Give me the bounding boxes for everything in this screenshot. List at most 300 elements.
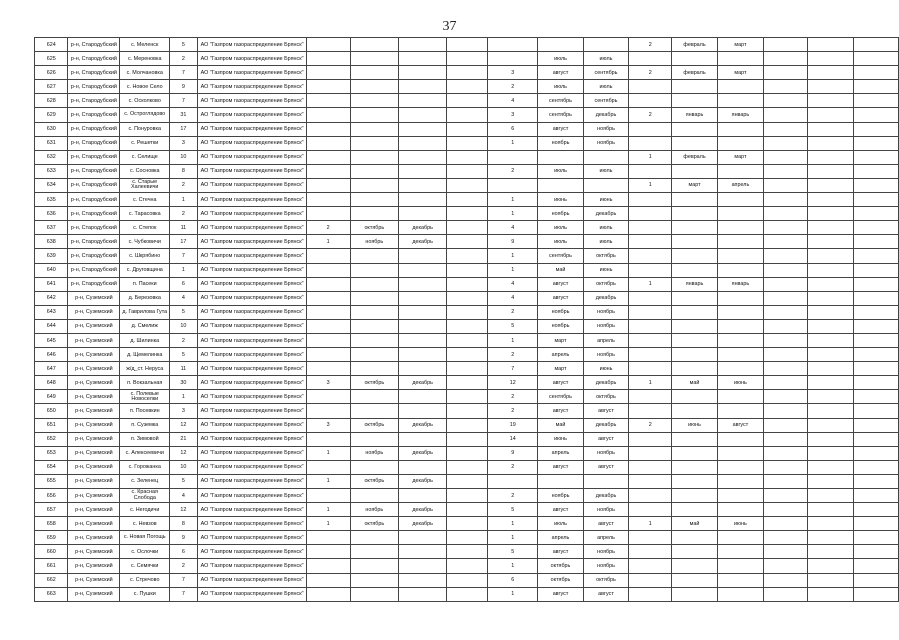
cell-organization: АО "Газпром газораспределение Брянск"	[197, 460, 306, 474]
cell-col-c-qty	[488, 150, 538, 164]
cell-organization: АО "Газпром газораспределение Брянск"	[197, 503, 306, 517]
cell-settlement: с. Ослочки	[120, 545, 170, 559]
cell-col-a-start	[350, 531, 398, 545]
cell-col-d-end	[717, 404, 763, 418]
cell-col-c-start: март	[538, 333, 583, 347]
cell-col-g	[853, 52, 898, 66]
cell-count: 5	[170, 348, 198, 362]
cell-col-d-qty	[629, 404, 672, 418]
cell-col-f	[808, 305, 854, 319]
cell-district: р-н, Стародубский	[68, 66, 120, 80]
cell-col-d-start	[672, 263, 717, 277]
cell-col-d-start	[672, 404, 717, 418]
cell-col-c-qty: 2	[488, 489, 538, 503]
cell-count: 11	[170, 221, 198, 235]
cell-col-g	[853, 573, 898, 587]
cell-settlement: с. Сосновка	[120, 164, 170, 178]
cell-col-b	[447, 150, 488, 164]
cell-col-c-qty: 1	[488, 531, 538, 545]
cell-organization: АО "Газпром газораспределение Брянск"	[197, 305, 306, 319]
cell-row-number: 644	[35, 319, 68, 333]
cell-col-e	[764, 319, 808, 333]
cell-organization: АО "Газпром газораспределение Брянск"	[197, 474, 306, 488]
cell-count: 1	[170, 263, 198, 277]
cell-district: р-н, Стародубский	[68, 108, 120, 122]
cell-col-a-start	[350, 305, 398, 319]
cell-col-a-end	[398, 404, 446, 418]
table-row	[35, 390, 899, 404]
cell-col-c-end: декабрь	[583, 489, 628, 503]
cell-row-number: 661	[35, 559, 68, 573]
cell-district: р-н, Стародубский	[68, 80, 120, 94]
cell-col-c-qty: 3	[488, 108, 538, 122]
cell-col-e	[764, 235, 808, 249]
cell-col-a-end	[398, 263, 446, 277]
cell-count: 1	[170, 193, 198, 207]
table-row	[35, 418, 899, 432]
cell-col-f	[808, 418, 854, 432]
cell-district: р-н, Суземский	[68, 348, 120, 362]
cell-settlement: п. Посевкин	[120, 404, 170, 418]
cell-col-g	[853, 362, 898, 376]
cell-col-c-end	[583, 38, 628, 52]
cell-col-c-start	[538, 38, 583, 52]
table-row	[35, 587, 899, 601]
cell-col-d-end	[717, 193, 763, 207]
cell-col-a-qty: 2	[306, 221, 350, 235]
cell-col-f	[808, 235, 854, 249]
cell-col-f	[808, 249, 854, 263]
cell-row-number: 660	[35, 545, 68, 559]
cell-col-d-qty: 2	[629, 66, 672, 80]
cell-col-g	[853, 587, 898, 601]
cell-col-c-start: август	[538, 587, 583, 601]
cell-col-a-start	[350, 489, 398, 503]
cell-row-number: 638	[35, 235, 68, 249]
cell-col-e	[764, 333, 808, 347]
cell-col-g	[853, 460, 898, 474]
cell-col-a-end: декабрь	[398, 474, 446, 488]
cell-settlement: д. Щемелинка	[120, 348, 170, 362]
cell-row-number: 653	[35, 446, 68, 460]
cell-col-g	[853, 390, 898, 404]
cell-col-e	[764, 404, 808, 418]
cell-district: р-н, Суземский	[68, 474, 120, 488]
cell-col-d-start	[672, 52, 717, 66]
cell-row-number: 650	[35, 404, 68, 418]
cell-col-d-qty	[629, 432, 672, 446]
cell-col-a-qty	[306, 136, 350, 150]
cell-col-e	[764, 573, 808, 587]
cell-col-d-end	[717, 80, 763, 94]
cell-col-g	[853, 432, 898, 446]
cell-col-b	[447, 235, 488, 249]
cell-col-d-end: март	[717, 38, 763, 52]
table-row	[35, 545, 899, 559]
cell-count: 10	[170, 460, 198, 474]
cell-district: р-н, Суземский	[68, 404, 120, 418]
cell-col-a-qty	[306, 531, 350, 545]
cell-col-a-qty	[306, 432, 350, 446]
cell-organization: АО "Газпром газораспределение Брянск"	[197, 38, 306, 52]
cell-settlement: с. Новое Село	[120, 80, 170, 94]
cell-col-c-start: июль	[538, 164, 583, 178]
cell-col-g	[853, 517, 898, 531]
table-row	[35, 362, 899, 376]
cell-col-a-end	[398, 390, 446, 404]
cell-col-a-qty	[306, 178, 350, 192]
cell-col-g	[853, 404, 898, 418]
cell-col-c-end: август	[583, 517, 628, 531]
cell-settlement: п. Пасеки	[120, 277, 170, 291]
table-row	[35, 305, 899, 319]
cell-col-d-end	[717, 164, 763, 178]
cell-col-f	[808, 446, 854, 460]
cell-col-c-end: ноябрь	[583, 305, 628, 319]
table-row	[35, 474, 899, 488]
cell-col-a-end	[398, 432, 446, 446]
cell-col-f	[808, 573, 854, 587]
cell-col-a-qty: 1	[306, 446, 350, 460]
cell-col-a-end	[398, 122, 446, 136]
cell-col-a-qty: 1	[306, 235, 350, 249]
table-row	[35, 249, 899, 263]
cell-col-d-end	[717, 263, 763, 277]
cell-col-c-end	[583, 474, 628, 488]
cell-col-c-end: июль	[583, 80, 628, 94]
cell-col-c-qty: 2	[488, 305, 538, 319]
cell-row-number: 658	[35, 517, 68, 531]
cell-col-d-end: апрель	[717, 178, 763, 192]
cell-col-e	[764, 305, 808, 319]
cell-count: 6	[170, 545, 198, 559]
cell-col-a-qty	[306, 305, 350, 319]
table-row	[35, 193, 899, 207]
cell-row-number: 630	[35, 122, 68, 136]
cell-col-a-start	[350, 460, 398, 474]
cell-col-a-qty: 3	[306, 376, 350, 390]
cell-col-a-qty	[306, 150, 350, 164]
cell-settlement: с. Красная Слобода	[120, 489, 170, 503]
cell-col-b	[447, 249, 488, 263]
cell-organization: АО "Газпром газораспределение Брянск"	[197, 122, 306, 136]
cell-row-number: 633	[35, 164, 68, 178]
cell-col-g	[853, 559, 898, 573]
cell-col-e	[764, 517, 808, 531]
cell-col-g	[853, 108, 898, 122]
cell-organization: АО "Газпром газораспределение Брянск"	[197, 559, 306, 573]
cell-col-c-start: июль	[538, 235, 583, 249]
cell-col-a-qty	[306, 263, 350, 277]
table-row	[35, 66, 899, 80]
table-row	[35, 207, 899, 221]
cell-col-d-start: февраль	[672, 66, 717, 80]
cell-col-b	[447, 446, 488, 460]
cell-col-c-start: сентябрь	[538, 94, 583, 108]
cell-col-g	[853, 66, 898, 80]
cell-col-a-end	[398, 559, 446, 573]
cell-col-d-qty	[629, 573, 672, 587]
cell-row-number: 627	[35, 80, 68, 94]
cell-col-g	[853, 235, 898, 249]
cell-count: 1	[170, 390, 198, 404]
cell-settlement: с. Негодичи	[120, 503, 170, 517]
cell-district: р-н, Суземский	[68, 587, 120, 601]
cell-col-c-start	[538, 474, 583, 488]
cell-col-c-start: июнь	[538, 193, 583, 207]
cell-col-c-start: август	[538, 376, 583, 390]
cell-col-e	[764, 559, 808, 573]
cell-settlement: с. Решетки	[120, 136, 170, 150]
cell-count: 8	[170, 517, 198, 531]
cell-col-a-qty: 3	[306, 418, 350, 432]
cell-col-e	[764, 587, 808, 601]
cell-col-c-qty: 19	[488, 418, 538, 432]
cell-row-number: 628	[35, 94, 68, 108]
cell-col-g	[853, 333, 898, 347]
cell-col-g	[853, 221, 898, 235]
cell-row-number: 642	[35, 291, 68, 305]
cell-col-d-qty	[629, 503, 672, 517]
cell-col-b	[447, 503, 488, 517]
cell-col-c-qty: 4	[488, 94, 538, 108]
table-row	[35, 559, 899, 573]
cell-row-number: 624	[35, 38, 68, 52]
cell-col-a-start: октябрь	[350, 517, 398, 531]
cell-count: 10	[170, 150, 198, 164]
cell-col-g	[853, 193, 898, 207]
cell-col-b	[447, 418, 488, 432]
cell-col-a-end: декабрь	[398, 376, 446, 390]
cell-col-d-qty	[629, 207, 672, 221]
cell-row-number: 645	[35, 333, 68, 347]
table-row	[35, 291, 899, 305]
cell-col-e	[764, 38, 808, 52]
cell-col-c-end: июнь	[583, 362, 628, 376]
cell-col-c-start: апрель	[538, 531, 583, 545]
cell-col-f	[808, 80, 854, 94]
cell-settlement: п. Суземка	[120, 418, 170, 432]
cell-col-c-end: август	[583, 404, 628, 418]
cell-col-c-qty: 1	[488, 263, 538, 277]
cell-count: 7	[170, 94, 198, 108]
cell-row-number: 657	[35, 503, 68, 517]
cell-row-number: 662	[35, 573, 68, 587]
cell-col-f	[808, 517, 854, 531]
cell-settlement: с. Зеленец	[120, 474, 170, 488]
cell-col-c-end: октябрь	[583, 390, 628, 404]
cell-col-g	[853, 503, 898, 517]
cell-district: р-н, Стародубский	[68, 136, 120, 150]
cell-col-d-start	[672, 390, 717, 404]
cell-settlement: с. Осколково	[120, 94, 170, 108]
cell-col-a-end	[398, 249, 446, 263]
cell-col-c-start	[538, 178, 583, 192]
cell-col-g	[853, 277, 898, 291]
cell-col-a-qty	[306, 164, 350, 178]
cell-col-d-end	[717, 489, 763, 503]
cell-col-f	[808, 489, 854, 503]
cell-district: р-н, Суземский	[68, 503, 120, 517]
cell-organization: АО "Газпром газораспределение Брянск"	[197, 376, 306, 390]
cell-col-a-end	[398, 52, 446, 66]
cell-row-number: 625	[35, 52, 68, 66]
cell-organization: АО "Газпром газораспределение Брянск"	[197, 52, 306, 66]
cell-district: р-н, Суземский	[68, 291, 120, 305]
cell-organization: АО "Газпром газораспределение Брянск"	[197, 178, 306, 192]
cell-col-d-end: март	[717, 66, 763, 80]
cell-col-c-start: сентябрь	[538, 249, 583, 263]
cell-col-c-end: июль	[583, 164, 628, 178]
cell-col-d-start	[672, 446, 717, 460]
cell-col-c-qty: 14	[488, 432, 538, 446]
cell-col-c-end: сентябрь	[583, 94, 628, 108]
cell-col-c-qty: 9	[488, 446, 538, 460]
table-row	[35, 52, 899, 66]
cell-col-f	[808, 277, 854, 291]
cell-col-d-end: март	[717, 150, 763, 164]
cell-col-a-start	[350, 122, 398, 136]
cell-col-c-qty: 1	[488, 559, 538, 573]
cell-col-d-end	[717, 235, 763, 249]
cell-col-b	[447, 517, 488, 531]
cell-settlement: с. Тарасовка	[120, 207, 170, 221]
cell-col-b	[447, 66, 488, 80]
cell-col-b	[447, 587, 488, 601]
table-row	[35, 164, 899, 178]
cell-col-a-start	[350, 559, 398, 573]
cell-col-b	[447, 263, 488, 277]
cell-col-d-end: июнь	[717, 376, 763, 390]
cell-col-a-end	[398, 178, 446, 192]
cell-col-c-end: ноябрь	[583, 122, 628, 136]
cell-count: 9	[170, 80, 198, 94]
cell-district: р-н, Суземский	[68, 489, 120, 503]
cell-col-d-qty: 2	[629, 108, 672, 122]
cell-col-d-qty	[629, 348, 672, 362]
cell-col-f	[808, 263, 854, 277]
cell-district: р-н, Стародубский	[68, 207, 120, 221]
cell-col-c-end: октябрь	[583, 249, 628, 263]
cell-col-e	[764, 164, 808, 178]
cell-col-c-end: август	[583, 460, 628, 474]
cell-count: 3	[170, 136, 198, 150]
cell-organization: АО "Газпром газораспределение Брянск"	[197, 263, 306, 277]
table-row	[35, 136, 899, 150]
table-row	[35, 108, 899, 122]
cell-col-e	[764, 80, 808, 94]
table-row	[35, 94, 899, 108]
cell-col-a-end: декабрь	[398, 517, 446, 531]
cell-col-c-qty: 2	[488, 460, 538, 474]
cell-col-d-qty	[629, 559, 672, 573]
cell-col-c-end: ноябрь	[583, 319, 628, 333]
cell-col-d-qty	[629, 136, 672, 150]
cell-col-d-start	[672, 291, 717, 305]
cell-col-d-qty: 1	[629, 376, 672, 390]
cell-col-g	[853, 291, 898, 305]
table-row	[35, 460, 899, 474]
cell-row-number: 632	[35, 150, 68, 164]
cell-col-a-qty	[306, 80, 350, 94]
cell-col-b	[447, 193, 488, 207]
cell-col-c-start	[538, 150, 583, 164]
cell-row-number: 648	[35, 376, 68, 390]
cell-col-a-start	[350, 108, 398, 122]
cell-organization: АО "Газпром газораспределение Брянск"	[197, 164, 306, 178]
cell-settlement: с. Стечна	[120, 193, 170, 207]
cell-col-a-end	[398, 460, 446, 474]
cell-col-a-qty	[306, 249, 350, 263]
cell-col-d-qty	[629, 291, 672, 305]
cell-col-d-start	[672, 164, 717, 178]
cell-col-a-qty: 1	[306, 474, 350, 488]
cell-col-d-start	[672, 207, 717, 221]
cell-col-d-qty	[629, 489, 672, 503]
cell-col-d-qty	[629, 319, 672, 333]
cell-col-c-start: ноябрь	[538, 489, 583, 503]
cell-col-d-start	[672, 362, 717, 376]
cell-row-number: 641	[35, 277, 68, 291]
cell-col-d-qty	[629, 531, 672, 545]
cell-col-c-start: август	[538, 66, 583, 80]
cell-settlement: ж/д_ст. Неруса	[120, 362, 170, 376]
cell-col-e	[764, 94, 808, 108]
cell-col-d-qty: 2	[629, 418, 672, 432]
cell-col-a-start: ноябрь	[350, 446, 398, 460]
cell-col-e	[764, 418, 808, 432]
cell-col-d-start	[672, 573, 717, 587]
cell-row-number: 635	[35, 193, 68, 207]
cell-organization: АО "Газпром газораспределение Брянск"	[197, 150, 306, 164]
cell-district: р-н, Стародубский	[68, 94, 120, 108]
cell-col-d-start	[672, 587, 717, 601]
cell-col-d-end	[717, 460, 763, 474]
cell-col-a-qty	[306, 348, 350, 362]
cell-col-f	[808, 52, 854, 66]
cell-col-c-start: август	[538, 122, 583, 136]
cell-col-b	[447, 319, 488, 333]
cell-col-a-qty	[306, 362, 350, 376]
cell-col-a-end: декабрь	[398, 418, 446, 432]
cell-organization: АО "Газпром газораспределение Брянск"	[197, 348, 306, 362]
cell-col-d-start	[672, 235, 717, 249]
cell-col-b	[447, 221, 488, 235]
cell-col-d-end	[717, 362, 763, 376]
cell-organization: АО "Газпром газораспределение Брянск"	[197, 193, 306, 207]
cell-row-number: 663	[35, 587, 68, 601]
cell-col-a-start	[350, 178, 398, 192]
cell-col-c-qty: 1	[488, 587, 538, 601]
cell-col-d-start	[672, 432, 717, 446]
cell-col-e	[764, 503, 808, 517]
cell-district: р-н, Суземский	[68, 418, 120, 432]
cell-col-d-qty: 1	[629, 277, 672, 291]
cell-row-number: 636	[35, 207, 68, 221]
cell-col-f	[808, 474, 854, 488]
cell-col-c-end: июль	[583, 221, 628, 235]
cell-col-a-qty	[306, 460, 350, 474]
cell-col-c-end: июнь	[583, 193, 628, 207]
cell-col-g	[853, 150, 898, 164]
cell-col-e	[764, 221, 808, 235]
cell-col-d-start	[672, 474, 717, 488]
cell-col-e	[764, 390, 808, 404]
cell-col-a-qty	[306, 559, 350, 573]
cell-col-a-end	[398, 587, 446, 601]
cell-col-c-start: апрель	[538, 446, 583, 460]
cell-col-d-start	[672, 249, 717, 263]
